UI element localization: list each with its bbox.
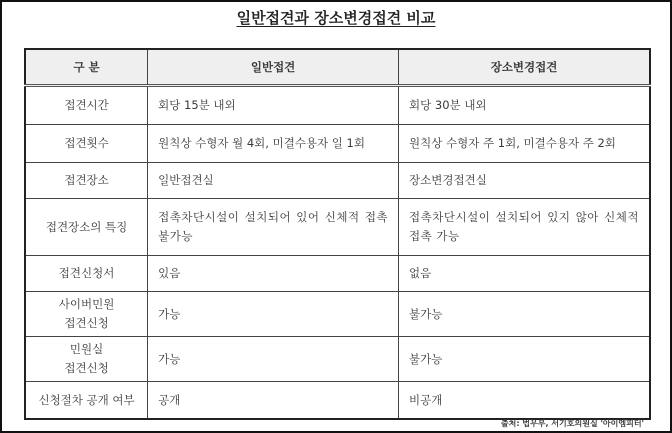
- cell-changed: 회당 30분 내외: [399, 86, 650, 125]
- table-row: [25, 292, 650, 337]
- header-category: 구 분: [25, 49, 148, 86]
- cell-general: 가능: [148, 292, 399, 337]
- cell-changed: 장소변경접견실: [399, 163, 650, 199]
- row-label: 신청절차 공개 여부: [25, 382, 148, 420]
- cell-changed: 불가능: [399, 292, 650, 337]
- row-label: 접견횟수: [25, 125, 148, 163]
- title-text: 일반접견과 장소변경접견 비교: [236, 9, 436, 27]
- comparison-table: [24, 48, 651, 420]
- row-label-line1: 사이버민원: [58, 297, 115, 311]
- source-caption: 출처: 법무부, 서기호의원실 '아이엠피터': [500, 419, 644, 428]
- cell-general: 일반접견실: [148, 163, 399, 199]
- table-row: [25, 382, 650, 420]
- row-label: [25, 337, 148, 382]
- cell-changed: 접촉차단시설이 설치되어 있지 않아 신체적 접촉 가능: [399, 199, 650, 256]
- row-label: [25, 292, 148, 337]
- table-row: [25, 163, 650, 199]
- cell-changed: 불가능: [399, 337, 650, 382]
- row-label: 접견시간: [25, 86, 148, 125]
- page-title: [0, 7, 672, 28]
- header-general-visit: 일반접견: [148, 49, 399, 86]
- table-row: [25, 199, 650, 256]
- row-label-line2: 접견신청: [64, 316, 109, 330]
- cell-changed: 비공개: [399, 382, 650, 420]
- header-changed-visit: 장소변경접견: [399, 49, 650, 86]
- table-row: [25, 256, 650, 292]
- cell-general: 회당 15분 내외: [148, 86, 399, 125]
- row-label-line1: 민원실: [69, 342, 104, 356]
- table-header-row: [25, 49, 650, 86]
- cell-general: 있음: [148, 256, 399, 292]
- cell-general: 가능: [148, 337, 399, 382]
- cell-general: 원칙상 수형자 월 4회, 미결수용자 일 1회: [148, 125, 399, 163]
- table-row: [25, 86, 650, 125]
- cell-general: 접촉차단시설이 설치되어 있어 신체적 접촉 불가능: [148, 199, 399, 256]
- row-label-line2: 접견신청: [64, 361, 109, 375]
- cell-changed: 원칙상 수형자 주 1회, 미결수용자 주 2회: [399, 125, 650, 163]
- row-label: 접견장소: [25, 163, 148, 199]
- table-row: [25, 125, 650, 163]
- table-row: [25, 337, 650, 382]
- cell-general: 공개: [148, 382, 399, 420]
- row-label: 접견신청서: [25, 256, 148, 292]
- cell-changed: 없음: [399, 256, 650, 292]
- row-label: 접견장소의 특징: [25, 199, 148, 256]
